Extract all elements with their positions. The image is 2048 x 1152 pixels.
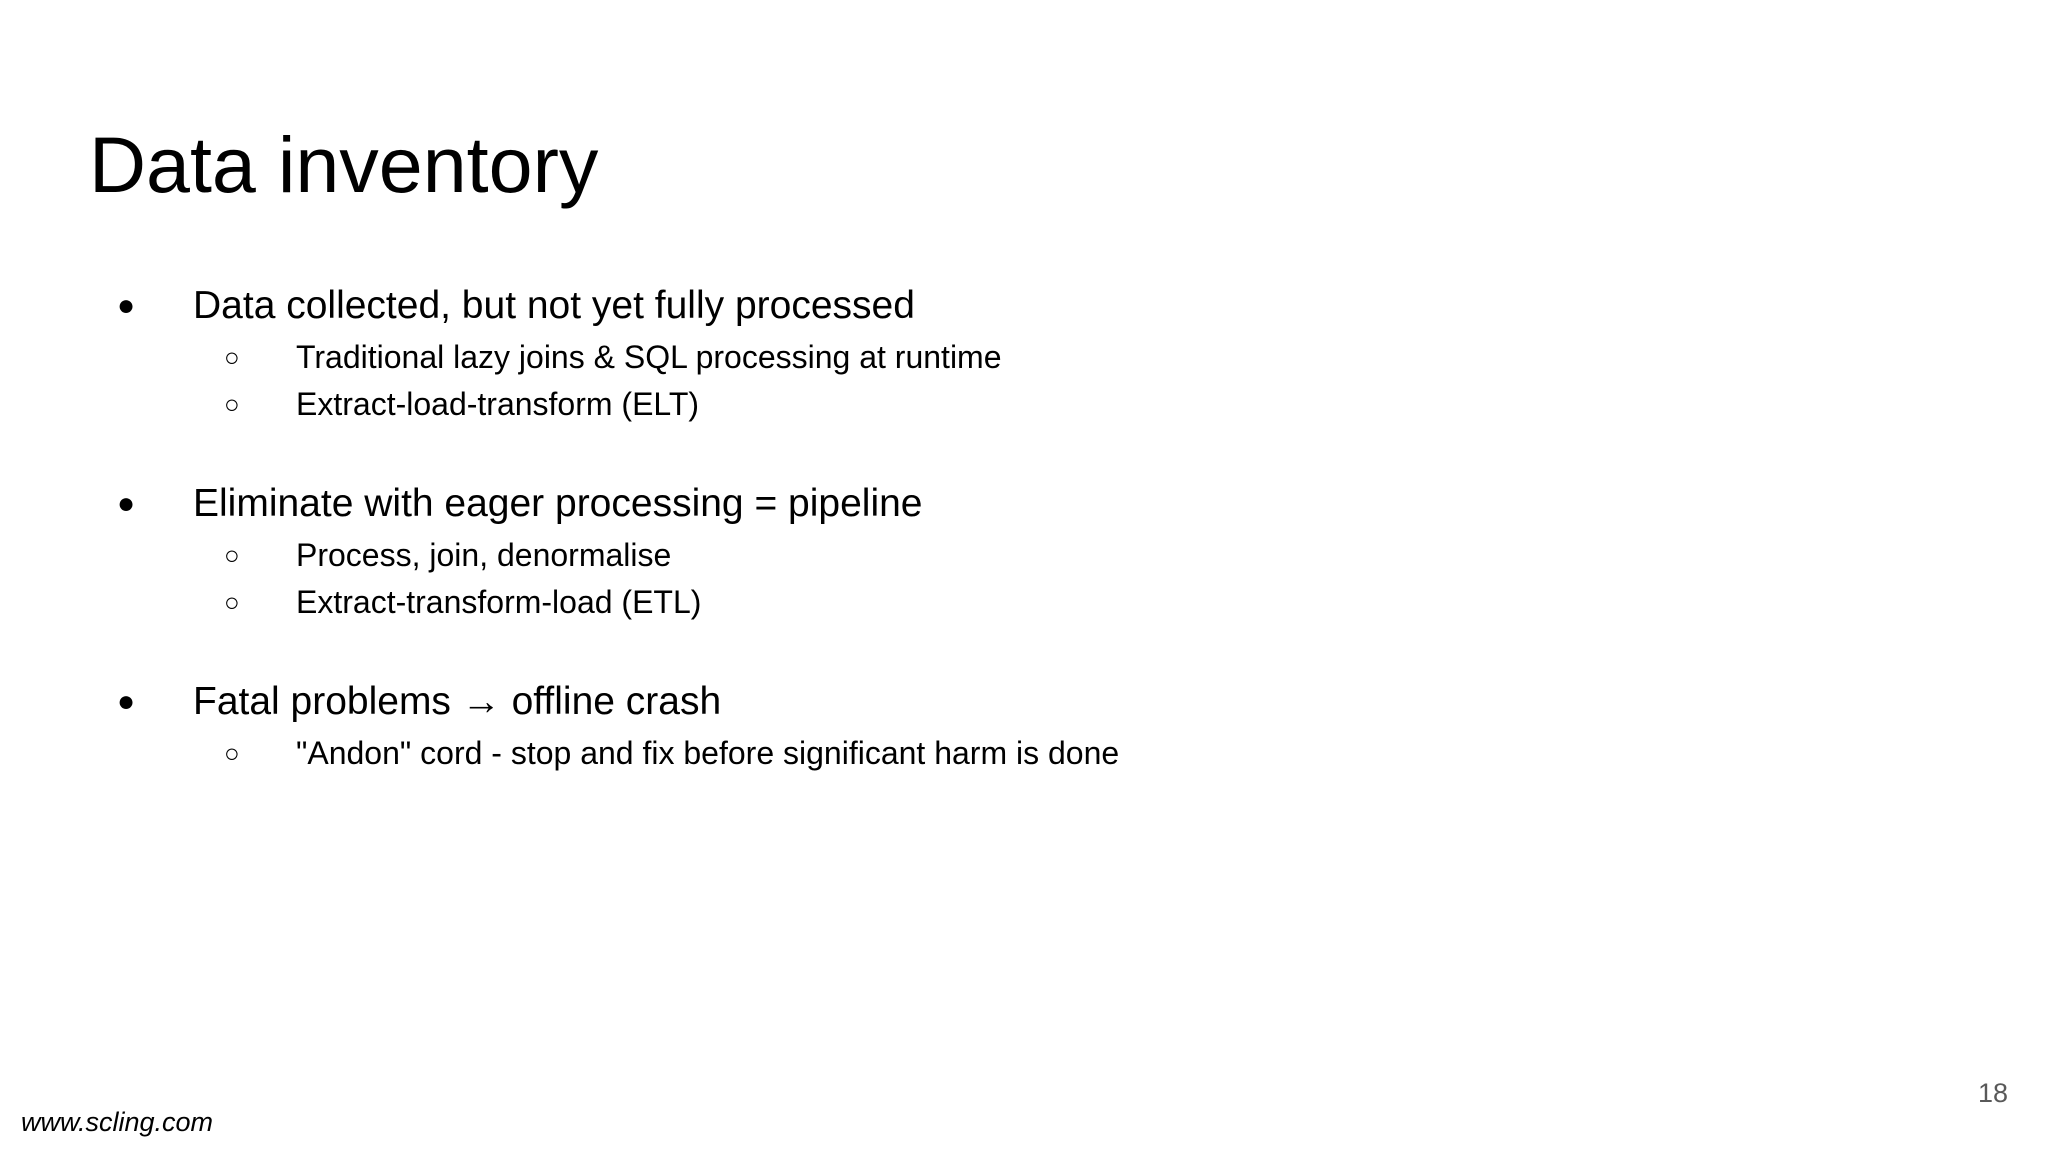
sub-bullet-text: Traditional lazy joins & SQL processing at runtime [296, 339, 1002, 375]
sub-bullet-text: Extract-load-transform (ELT) [296, 386, 700, 422]
bullet-text: Fatal problems → offline crash [193, 680, 722, 723]
bullet-marker: ● [117, 685, 136, 718]
sub-bullet-text: "Andon" cord - stop and fix before significant harm is done [296, 735, 1120, 771]
slide-title: Data inventory [89, 120, 599, 209]
footer-url: www.scling.com [21, 1107, 214, 1137]
bullet-text: Eliminate with eager processing = pipeline [193, 482, 923, 525]
sub-bullet-item [0, 532, 2048, 579]
sub-bullet-item [0, 730, 2048, 777]
sub-bullet-marker: ○ [224, 587, 240, 617]
page-number: 18 [1977, 1078, 2008, 1108]
sub-bullet-item [0, 579, 2048, 626]
bullet-marker: ● [117, 289, 136, 322]
bullet-group [0, 278, 2048, 428]
sub-bullet-marker: ○ [224, 738, 240, 768]
bullet-item [0, 674, 2048, 730]
sub-bullet-marker: ○ [224, 342, 240, 372]
bullet-group [0, 674, 2048, 777]
bullet-marker: ● [117, 487, 136, 520]
bullet-item [0, 278, 2048, 334]
sub-bullet-text: Process, join, denormalise [296, 537, 672, 573]
sub-bullet-item [0, 334, 2048, 381]
bullet-item [0, 476, 2048, 532]
bullet-list [0, 278, 2048, 825]
sub-bullet-marker: ○ [224, 389, 240, 419]
sub-bullet-marker: ○ [224, 540, 240, 570]
sub-bullet-item [0, 381, 2048, 428]
bullet-group [0, 476, 2048, 626]
bullet-text: Data collected, but not yet fully processed [193, 284, 915, 327]
sub-bullet-text: Extract-transform-load (ETL) [296, 584, 702, 620]
